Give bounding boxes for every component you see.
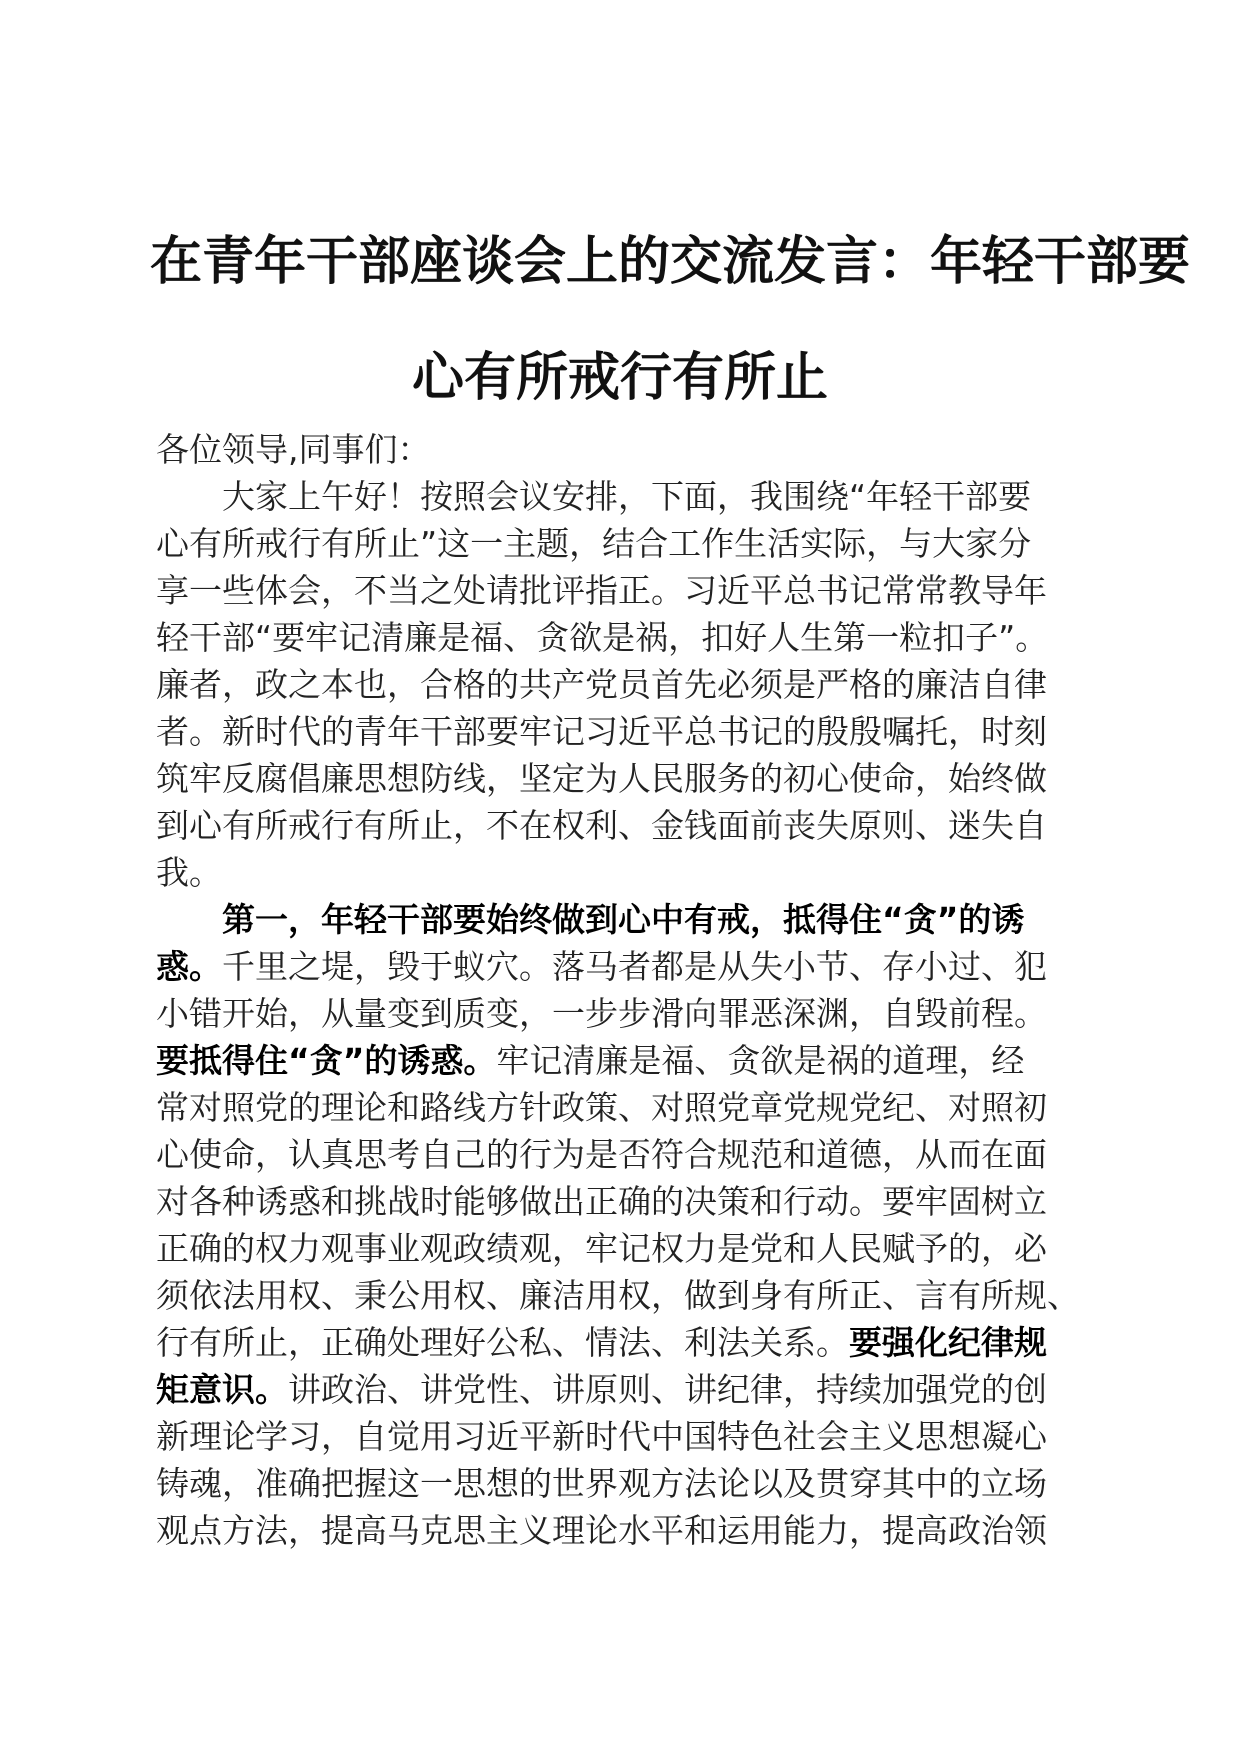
text-segment: 廉者，政之本也，合格的共产党员首先必须是严格的廉洁自律 — [156, 665, 1047, 704]
document-title-line-2: 心有所戒行有所止 — [411, 347, 828, 408]
text-segment: 我。 — [156, 853, 222, 892]
text-segment: 小错开始，从量变到质变，一步步滑向罪恶深渊，自毁前程。 — [156, 994, 1047, 1033]
text-segment: 行有所止，正确处理好公私、情法、利法关系。 — [156, 1323, 849, 1362]
text-segment: 新理论学习，自觉用习近平新时代中国特色社会主义思想凝心 — [156, 1417, 1047, 1456]
bold-text-segment: 惑。 — [156, 947, 222, 986]
body-text-line — [156, 661, 1091, 708]
text-segment: 到心有所戒行有所止，不在权利、金钱面前丧失原则、迷失自 — [156, 806, 1047, 845]
text-segment: 轻干部“要牢记清廉是福、贪欲是祸，扣好人生第一粒扣子”。 — [156, 618, 1049, 657]
body-text-line — [156, 943, 1091, 990]
body-text-line — [156, 473, 1091, 520]
bold-text-segment: 矩意识。 — [156, 1370, 288, 1409]
body-text-line — [156, 1084, 1091, 1131]
text-segment: 常对照党的理论和路线方针政策、对照党章党规党纪、对照初 — [156, 1088, 1047, 1127]
body-text-line — [156, 1460, 1091, 1507]
text-segment: 观点方法，提高马克思主义理论水平和运用能力，提高政治领 — [156, 1511, 1047, 1550]
text-segment: 大家上午好！按照会议安排，下面，我围绕“年轻干部要 — [156, 477, 1032, 516]
bold-text-segment: 要抵得住“贪”的诱惑。 — [156, 1041, 497, 1080]
text-segment: 千里之堤，毁于蚁穴。落马者都是从失小节、存小过、犯 — [222, 947, 1047, 986]
body-text-line — [156, 708, 1091, 755]
text-segment: 正确的权力观事业观政绩观，牢记权力是党和人民赋予的，必 — [156, 1229, 1047, 1268]
text-segment: 对各种诱惑和挑战时能够做出正确的决策和行动。要牢固树立 — [156, 1182, 1047, 1221]
body-text-line — [156, 1507, 1091, 1554]
text-segment: 筑牢反腐倡廉思想防线，坚定为人民服务的初心使命，始终做 — [156, 759, 1047, 798]
body-text-line — [156, 1225, 1091, 1272]
text-segment: 牢记清廉是福、贪欲是祸的道理，经 — [496, 1041, 1025, 1080]
body-text-line — [156, 1272, 1091, 1319]
body-text-line — [156, 849, 1091, 896]
body-text-line — [156, 1178, 1091, 1225]
body-text-line — [156, 614, 1091, 661]
body-text-line — [156, 1319, 1091, 1366]
body-text-line — [156, 520, 1091, 567]
document-title-line-1: 在青年干部座谈会上的交流发言：年轻干部要 — [150, 231, 1191, 292]
body-text-line — [156, 802, 1091, 849]
salutation: 各位领导,同事们： — [156, 430, 431, 469]
body-text-line — [156, 1037, 1091, 1084]
body-text-line — [156, 1413, 1091, 1460]
document-body — [156, 426, 1091, 1554]
bold-text-segment: 第一，年轻干部要始终做到心中有戒，抵得住“贪”的诱 — [222, 900, 1025, 939]
body-text-line — [156, 1366, 1091, 1413]
text-segment — [156, 900, 222, 939]
text-segment: 享一些体会，不当之处请批评指正。习近平总书记常常教导年 — [156, 571, 1047, 610]
text-segment: 须依法用权、秉公用权、廉洁用权，做到身有所正、言有所规、 — [156, 1276, 1080, 1315]
body-text-line — [156, 896, 1091, 943]
text-segment: 心使命，认真思考自己的行为是否符合规范和道德，从而在面 — [156, 1135, 1047, 1174]
body-text-line — [156, 990, 1091, 1037]
body-text-line — [156, 1131, 1091, 1178]
text-segment: 讲政治、讲党性、讲原则、讲纪律，持续加强党的创 — [288, 1370, 1047, 1409]
body-text-line — [156, 567, 1091, 614]
text-segment: 心有所戒行有所止”这一主题，结合工作生活实际，与大家分 — [156, 524, 1032, 563]
text-segment: 铸魂，准确把握这一思想的世界观方法论以及贯穿其中的立场 — [156, 1464, 1047, 1503]
text-segment: 者。新时代的青年干部要牢记习近平总书记的殷殷嘱托，时刻 — [156, 712, 1047, 751]
bold-text-segment: 要强化纪律规 — [849, 1323, 1047, 1362]
body-text-line — [156, 755, 1091, 802]
